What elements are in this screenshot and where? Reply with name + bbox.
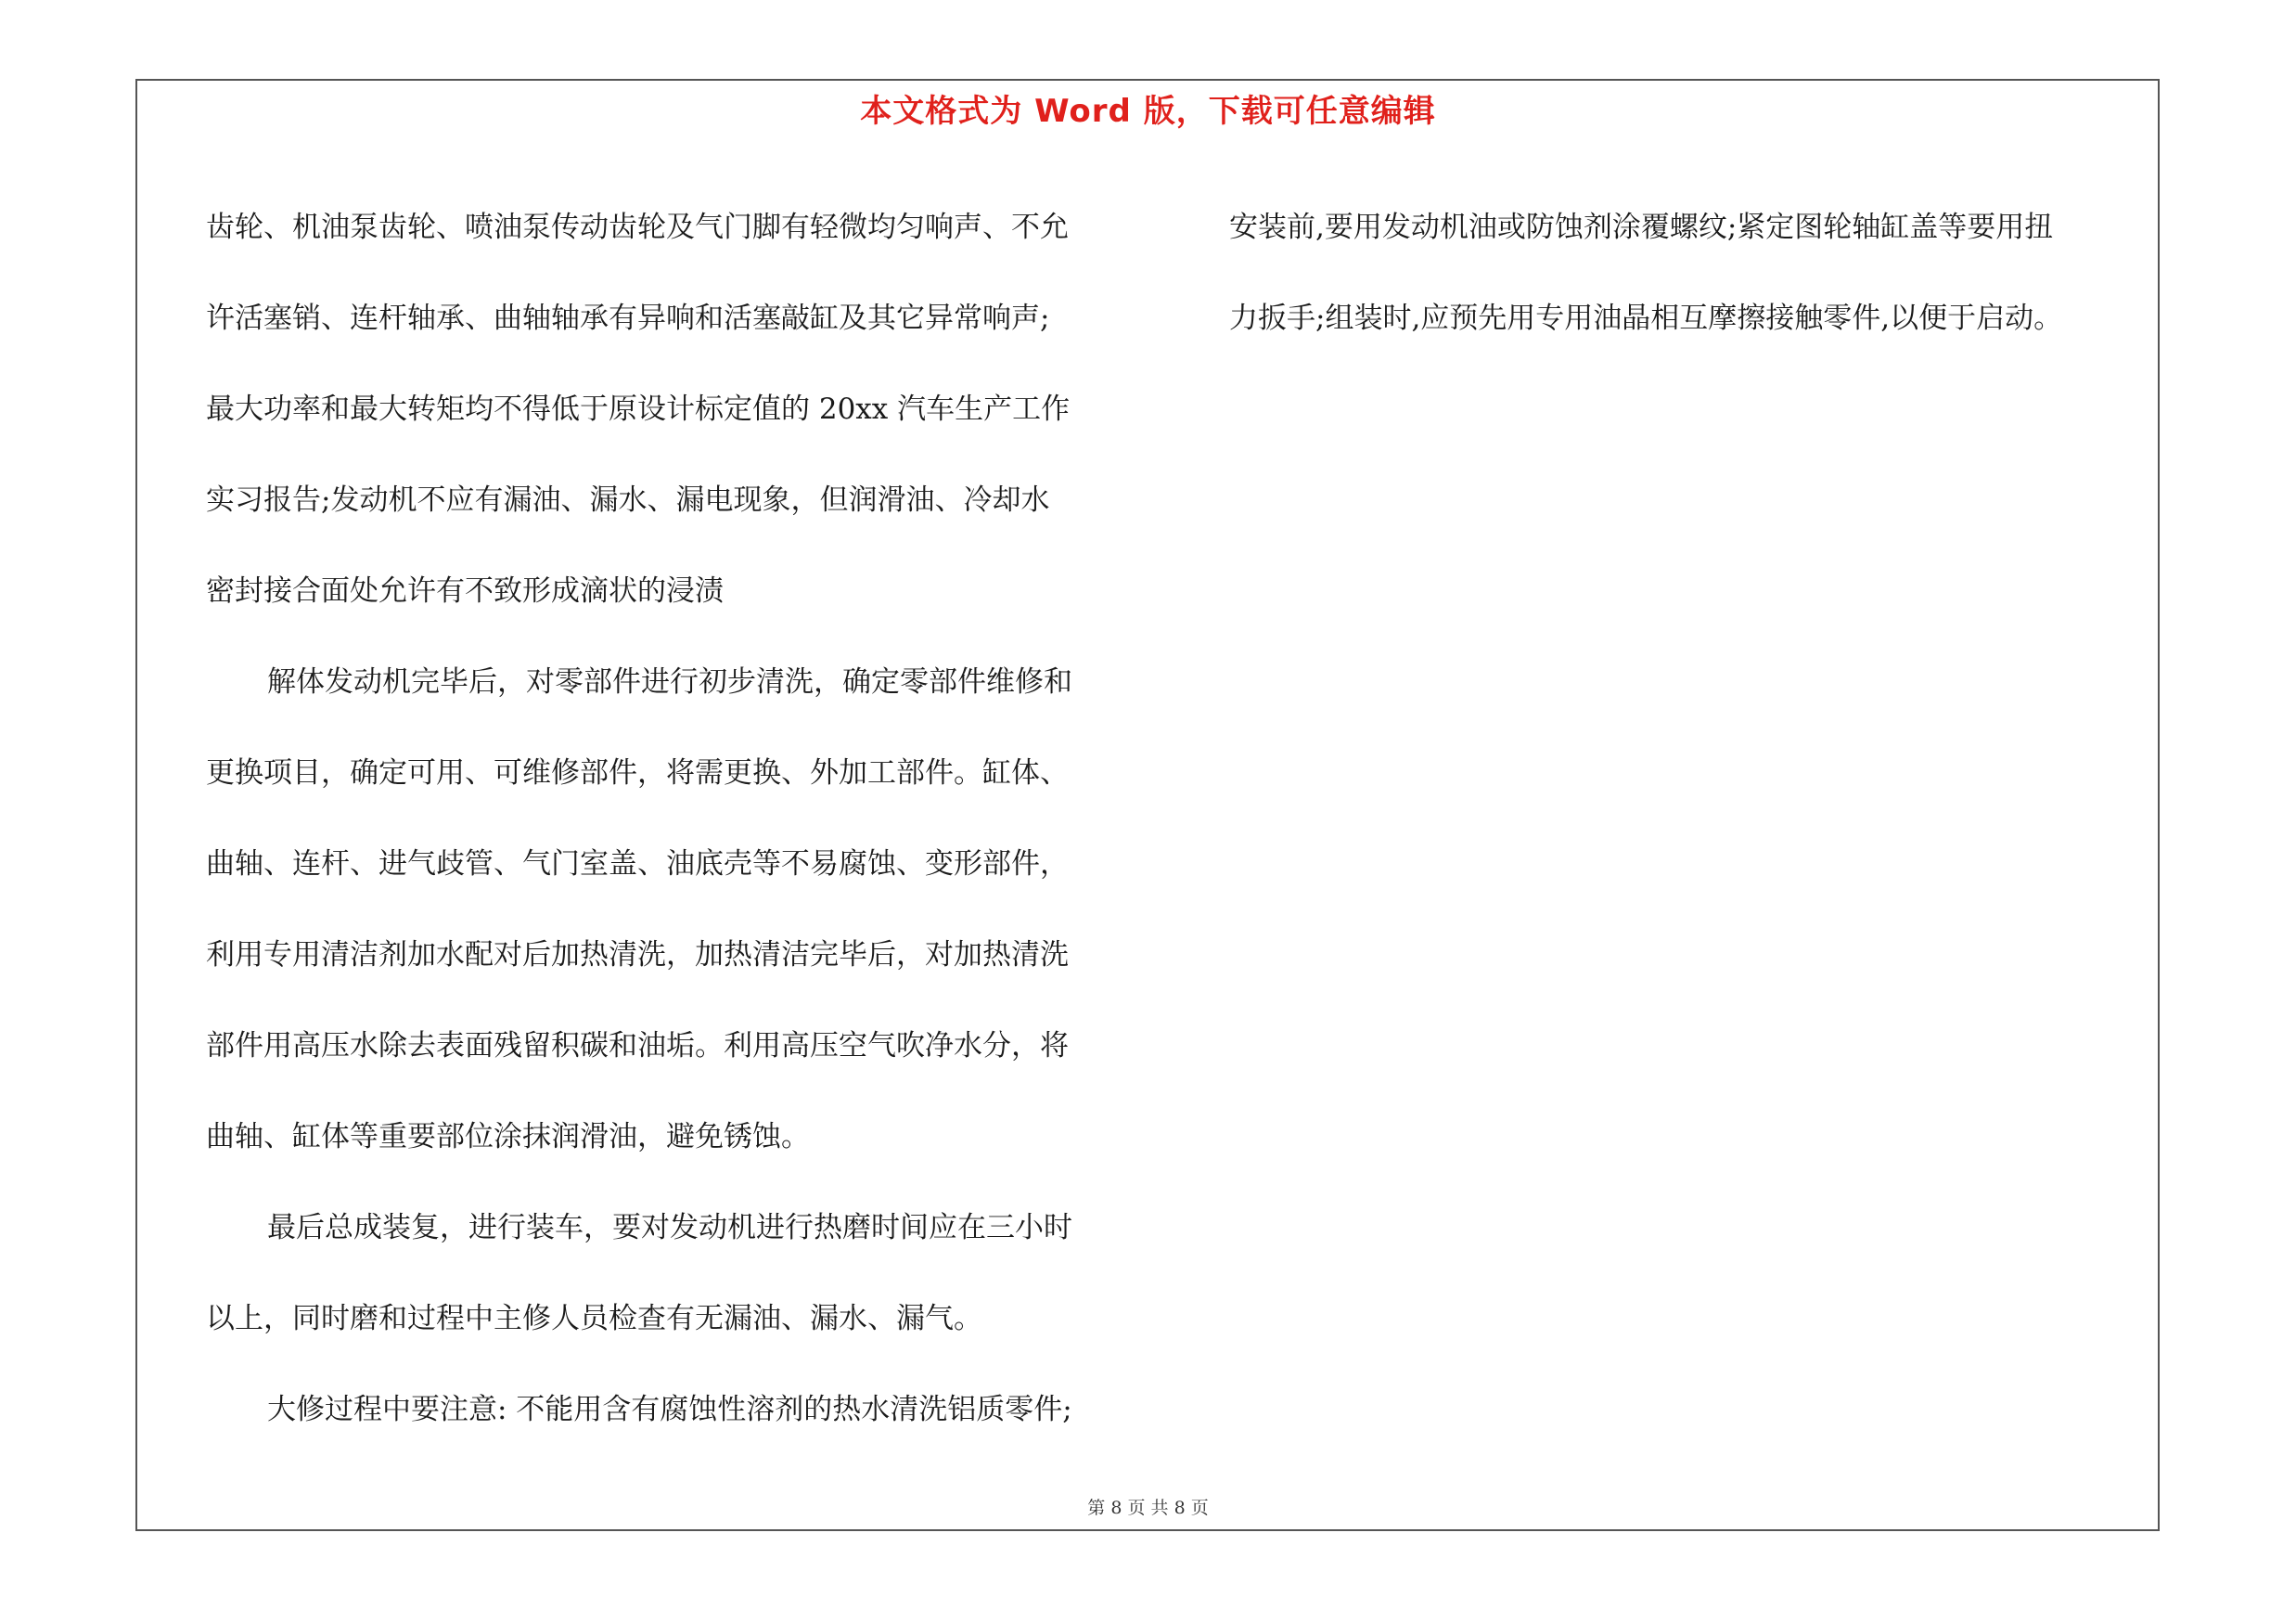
text-line: 最大功率和最大转矩均不得低于原设计标定值的 20xx 汽车生产工作 xyxy=(206,393,1071,426)
text-line: 曲轴、缸体等重要部位涂抹润滑油，避免锈蚀。 xyxy=(206,1120,810,1153)
text-line: 最后总成装复，进行装车，要对发动机进行热磨时间应在三小时 xyxy=(267,1211,1072,1244)
footer-prefix: 第 xyxy=(1087,1498,1106,1518)
text-line: 密封接合面处允许有不致形成滴状的浸渍 xyxy=(206,574,724,608)
footer-suffix: 页 xyxy=(1190,1498,1209,1518)
text-line: 力扳手;组装时,应预先用专用油晶相互摩擦接触零件,以便于启动。 xyxy=(1229,302,2063,335)
text-line: 齿轮、机油泵齿轮、喷油泵传动齿轮及气门脚有轻微均匀响声、不允 xyxy=(206,211,1069,244)
footer-current-page: 8 xyxy=(1110,1498,1122,1518)
footer-middle: 页 共 xyxy=(1127,1498,1169,1518)
text-line: 许活塞销、连杆轴承、曲轴轴承有异响和活塞敲缸及其它异常响声; xyxy=(206,302,1050,335)
footer-total-pages: 8 xyxy=(1174,1498,1186,1518)
left-text-column xyxy=(206,182,1143,1455)
text-line: 解体发动机完毕后，对零部件进行初步清洗，确定零部件维修和 xyxy=(267,665,1072,699)
text-line: 曲轴、连杆、进气歧管、气门室盖、油底壳等不易腐蚀、变形部件， xyxy=(206,847,1069,881)
text-line: 安装前,要用发动机油或防蚀剂涂覆螺纹;紧定图轮轴缸盖等要用扭 xyxy=(1229,211,2054,244)
text-line: 以上，同时磨和过程中主修人员检查有无漏油、漏水、漏气。 xyxy=(206,1302,982,1335)
word-format-banner: 本文格式为 Word 版，下载可任意编辑 xyxy=(860,93,1436,130)
page-number-footer xyxy=(0,1494,2296,1519)
text-line: 更换项目，确定可用、可维修部件，将需更换、外加工部件。缸体、 xyxy=(206,756,1069,790)
text-line: 利用专用清洁剂加水配对后加热清洗，加热清洁完毕后，对加热清洗 xyxy=(206,938,1069,972)
text-line: 部件用高压水除去表面残留积碳和油垢。利用高压空气吹净水分，将 xyxy=(206,1029,1069,1063)
text-line: 大修过程中要注意: 不能用含有腐蚀性溶剂的热水清洗铝质零件; xyxy=(267,1393,1072,1426)
text-line: 实习报告;发动机不应有漏油、漏水、漏电现象，但润滑油、冷却水 xyxy=(206,483,1050,517)
right-text-column xyxy=(1229,182,2161,364)
